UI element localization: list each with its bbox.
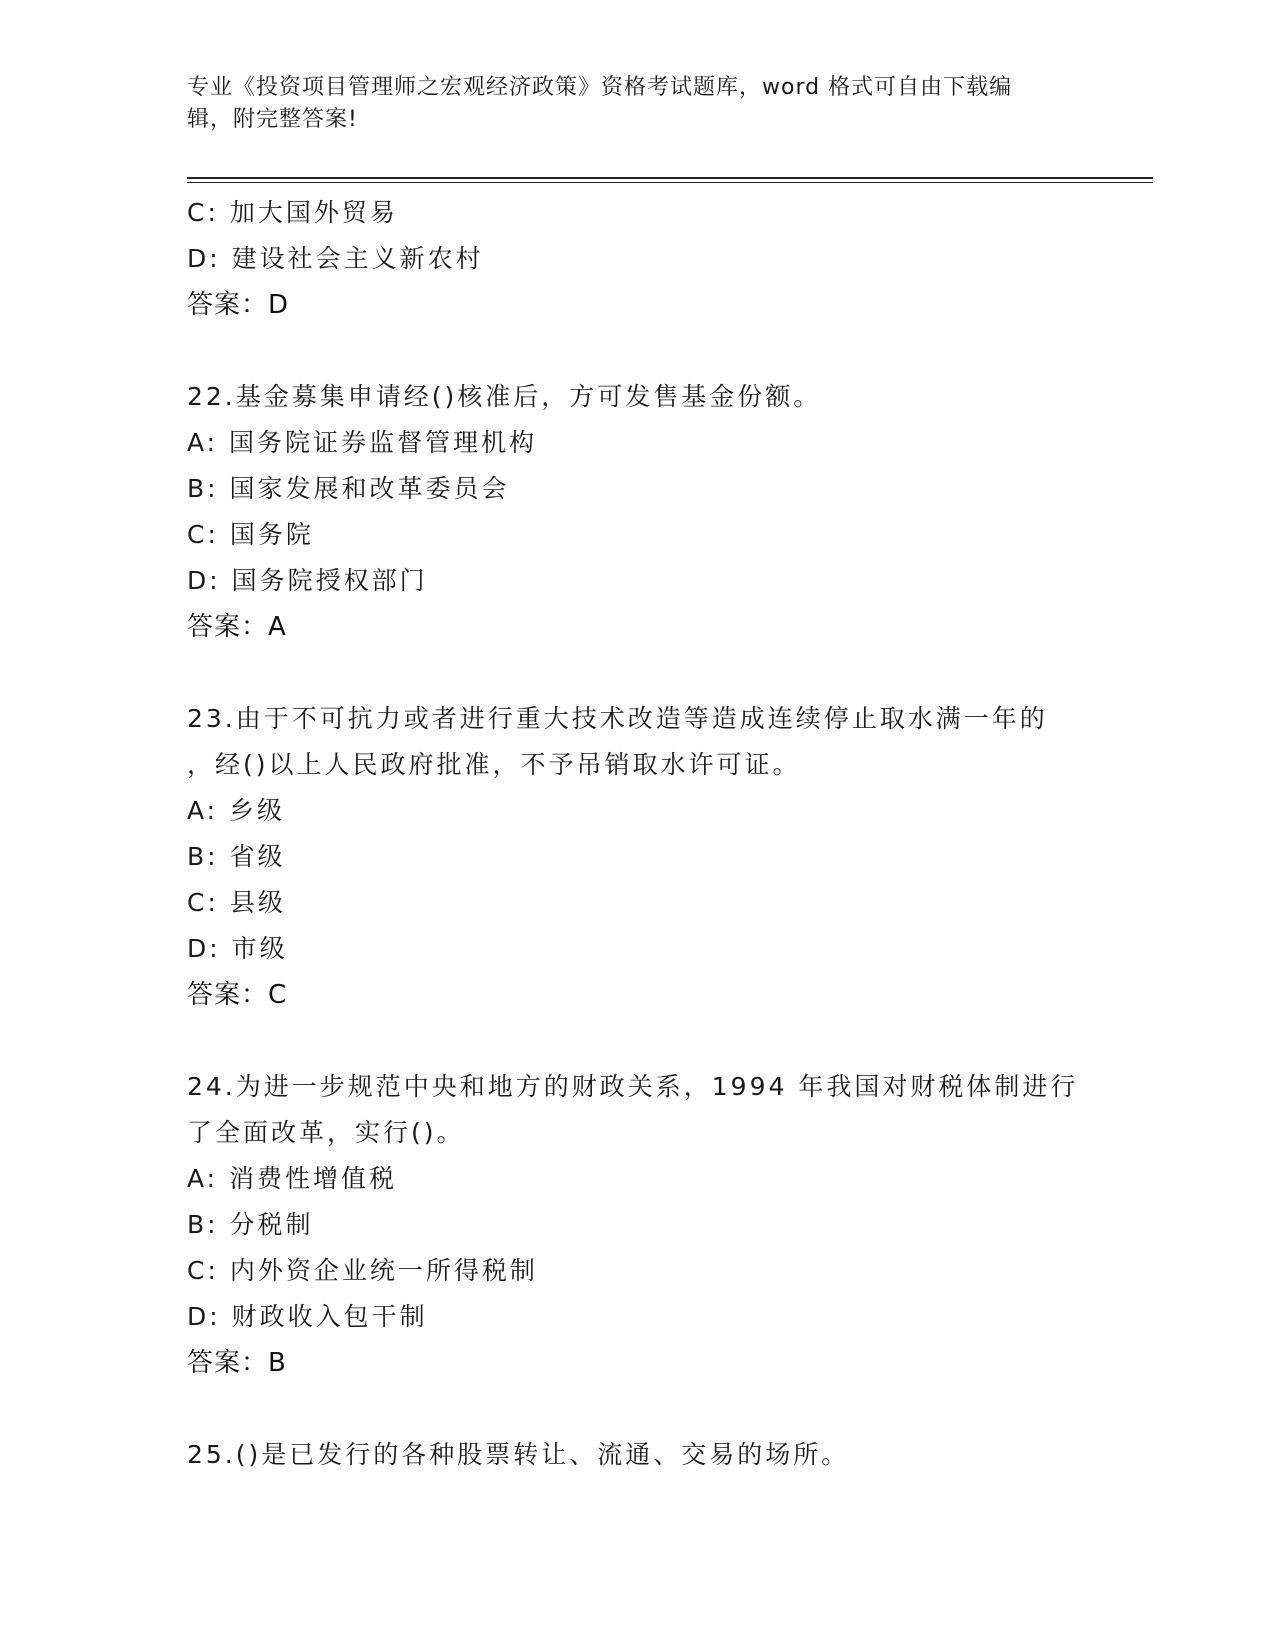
header-line-2: 辑，附完整答案! [187, 107, 358, 132]
option-b: B: 分税制 [187, 1210, 314, 1239]
question-text-continued: ，经()以上人民政府批准，不予吊销取水许可证。 [187, 750, 801, 779]
option-a: A: 乡级 [187, 796, 286, 825]
question-text: 24.为进一步规范中央和地方的财政关系，1994 年我国对财税体制进行 [187, 1072, 1079, 1101]
previous-question-tail [187, 190, 1087, 328]
answer-line: 答案：A [187, 612, 287, 642]
option-d: D: 财政收入包干制 [187, 1302, 428, 1331]
option-c: C: 内外资企业统一所得税制 [187, 1256, 538, 1285]
spacer [187, 1386, 1087, 1432]
header-line-1: 专业《投资项目管理师之宏观经济政策》资格考试题库，word 格式可自由下载编 [187, 75, 1013, 100]
option-c: C: 国务院 [187, 520, 314, 549]
spacer [187, 1018, 1087, 1064]
answer-line: 答案：D [187, 290, 290, 320]
question-text: 22.基金募集申请经()核准后，方可发售基金份额。 [187, 382, 822, 411]
question-text: 23.由于不可抗力或者进行重大技术改造等造成连续停止取水满一年的 [187, 704, 1048, 733]
question-text-continued: 了全面改革，实行()。 [187, 1118, 465, 1147]
option-c: C: 县级 [187, 888, 286, 917]
question-25 [187, 1432, 1087, 1478]
answer-line: 答案：C [187, 980, 288, 1010]
option-d: D: 国务院授权部门 [187, 566, 428, 595]
question-24 [187, 1064, 1087, 1386]
option-a: A: 国务院证券监督管理机构 [187, 428, 538, 457]
option-d: D: 建设社会主义新农村 [187, 244, 484, 273]
option-c: C: 加大国外贸易 [187, 198, 398, 227]
answer-line: 答案：B [187, 1348, 287, 1378]
question-23 [187, 696, 1087, 1018]
option-d: D: 市级 [187, 934, 288, 963]
spacer [187, 328, 1087, 374]
option-b: B: 省级 [187, 842, 286, 871]
spacer [187, 650, 1087, 696]
option-a: A: 消费性增值税 [187, 1164, 398, 1193]
header-divider-thick [187, 177, 1153, 179]
header-divider-thin [187, 182, 1153, 183]
question-list [187, 190, 1087, 1478]
document-header [187, 72, 1087, 136]
question-22 [187, 374, 1087, 650]
question-text: 25.()是已发行的各种股票转让、流通、交易的场所。 [187, 1440, 850, 1469]
option-b: B: 国家发展和改革委员会 [187, 474, 510, 503]
